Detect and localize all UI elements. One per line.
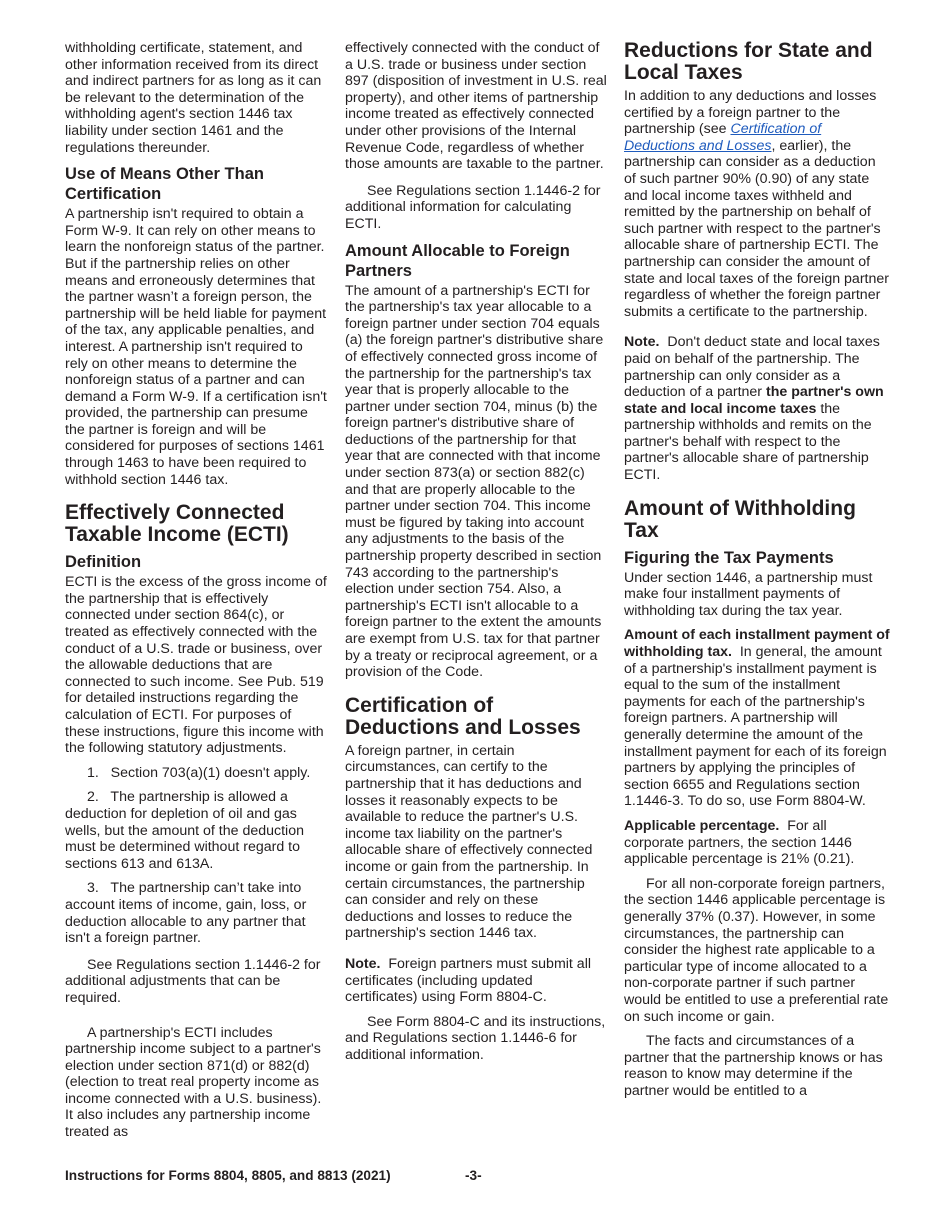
heading-definition: Definition — [65, 553, 142, 572]
heading-amount-of-withholding: Amount of Withholding Tax — [624, 496, 856, 542]
text-run: In general, the amount of a partnership's installment payment is equal to the sum of the installment payments for each of the partnership's foreign partners. A partnership will generally determine the amount of the installment payment for each of its foreign partners by applying the principles of section 6655 and Regulations section 1.1446-3. To do so, use Form 8804-W. — [624, 644, 891, 810]
heading-reductions: Reductions for State and Local Taxes — [624, 39, 873, 84]
text-run: In addition to any deductions and losses certified by a foreign partner to the partnership (see — [624, 88, 877, 138]
page-number: -3- — [465, 1168, 482, 1183]
paragraph-see-regulations: See Regulations section 1.1446-2 for additional information for calculating ECTI. — [345, 182, 601, 232]
paragraph-see-form: See Form 8804-C and its instructions, and Regulations section 1.1446-6 for additional information. — [345, 1013, 606, 1063]
emphasis-text: the partner's own state and local income taxes — [624, 384, 888, 417]
note-label: Note. — [345, 955, 381, 972]
paragraph-definition: ECTI is the excess of the gross income of the partnership that is effectively connected under section 864(c), or treated as effectively connected with the conduct of a U.S. trade or business, over the allowable deductions that are connected to such income. See Pub. 519 for detailed instructions regarding the calculation of ECTI. For purposes of these instructions, figure this income with the following statutory adjustments. — [65, 574, 327, 757]
paragraph-use-of-means: A partnership isn't required to obtain a Form W-9. It can rely on other means to learn the nonforeign status of the partner. But if the partnership relies on other means and erroneously determines that the partner wasn’t a foreign person, the partnership will be held liable for payment of the tax, any applicable penalties, and interest. A partnership isn't required to rely on other means to determine the nonforeign status of a partner and can demand a Form W-9. If a certification isn't provided, the partnership can presume the partner is foreign and will be considered for purposes of sections 1461 through 1463 to have been required to withhold section 1446 tax. — [65, 206, 327, 488]
text-run: For all corporate partners, the section 1446 applicable percentage is 21% (0.21). — [624, 817, 856, 868]
list-item-2: 2. The partnership is allowed a deduction for depletion of oil and gas wells, but the amount of the deduction must be determined without regard to sections 613 and 613A. — [65, 789, 308, 872]
note-label: Note. — [624, 334, 660, 351]
paragraph-facts: The facts and circumstances of a partner that the partnership knows or has reason to know may determine if the partner would be entitled to a — [624, 1033, 883, 1099]
note-text: Foreign partners must submit all certificates (including updated certificates) using Form 8804-C. — [345, 955, 595, 1006]
link-certification-of-deductions[interactable]: Certification of Deductions and Losses — [624, 121, 822, 154]
installment-label: Amount of each installment payment of withholding tax. — [624, 627, 894, 661]
applicable-label: Applicable percentage. — [624, 817, 780, 834]
paragraph-noncorporate: For all non-corporate foreign partners, the section 1446 applicable percentage is generally 37% (0.37). However, in some circumstances, the partnership can consider the highest rate applicable to a particular type of income allocated to a non-corporate partner if such partner would be entitled to use a preferential rate on such income or gain. — [624, 875, 889, 1025]
note-paragraph — [624, 334, 890, 483]
paragraph-reductions — [624, 88, 890, 320]
paragraph-amount-allocable: The amount of a partnership's ECTI for the partnership's tax year allocable to a foreign partner under section 704 equals (a) the foreign partner's distributive share of effectively connected gross income of the partnership for the partnership's tax year that is properly allocable to the partner under section 704, minus (b) the foreign partner's distributive share of deductions of the partnership for that year that are connected with that income under section 873(a) or section 882(c) and that are properly allocable to the partner under section 704. This income must be figured by taking into account any adjustments to the basis of the partnership property described in section 743 according to the partnership's election under section 754. Also, a partnership's ECTI isn't allocable to a foreign partner to the extent the amounts are exempt from U.S. tax for that partner by a treaty or reciprocal agreement, or a provision of the Code. — [345, 282, 604, 681]
column-2 — [345, 40, 607, 1071]
note-paragraph — [345, 956, 607, 1006]
paragraph-continuation: effectively connected with the conduct of a U.S. trade or business under section 897 (disposition of investment in U.S. real property), and other items of partnership income treated as effectively connected under other provisions of the Internal Revenue Code, regardless of whether those amounts are taxable to the partner. — [345, 40, 607, 173]
column-3 — [624, 39, 894, 1107]
heading-figuring-payments: Figuring the Tax Payments — [624, 548, 834, 567]
list-item-3: 3. The partnership can’t take into account items of income, gain, loss, or deduction allocable to any partner that isn't a foreign partner. — [65, 880, 311, 947]
text-run: the partnership withholds and remits on the partner's behalf with respect to the partner's allocable share of partnership ECTI. — [624, 400, 876, 484]
text-run: Don't deduct state and local taxes paid on behalf of the partnership. The partnership can only consider as a deduction of a partner — [624, 334, 884, 401]
heading-ecti: Effectively Connected Taxable Income (ECTI) — [65, 501, 289, 547]
heading-use-of-means: Use of Means Other Than Certification — [65, 165, 264, 204]
heading-amount-allocable: Amount Allocable to Foreign Partners — [345, 241, 570, 280]
paragraph-figuring: Under section 1446, a partnership must make four installment payments of withholding tax during the tax year. — [624, 569, 873, 619]
heading-certification: Certification of Deductions and Losses — [345, 693, 581, 739]
text-run: , earlier), the partnership can consider as a deduction of such partner 90% (0.90) of any state and local income taxes withheld and remitted by the partnership on behalf of such partner with respect to the partner's allocable share of partnership ECTI. The partnership can consider the amount of state and local taxes of the foreign partner regardless of whether the foreign partner submits a certificate to the partnership. — [624, 137, 889, 320]
paragraph-certification: A foreign partner, in certain circumstances, can certify to the partnership that it has deductions and losses it reasonably expects to be available to reduce the partner's U.S. income tax liability on the partner's allocable share of effectively connected income or gain from the partnership. In certain circumstances, the partnership can consider and rely on these deductions and losses to reduce the partnership's section 1446 tax. — [345, 742, 593, 942]
column-1 — [65, 40, 327, 1149]
footer-title: Instructions for Forms 8804, 8805, and 8813 (2021) — [65, 1168, 391, 1183]
paragraph-ecti-includes: A partnership's ECTI includes partnership income subject to a partner's election under section 871(d) or 882(d) (election to treat real property income as income connected with a U.S. business). It also includes any partnership income treated as — [65, 1024, 322, 1141]
paragraph-see-regulations: See Regulations section 1.1446-2 for additional adjustments that can be required. — [65, 956, 321, 1006]
paragraph-installment — [624, 627, 894, 810]
list-item-1: 1. Section 703(a)(1) doesn't apply. — [87, 764, 311, 781]
paragraph-continuation: withholding certificate, statement, and other information received from its direct and indirect partners for as long as it can be relevant to the determination of the withholding agent's section 1446 tax liability under section 1461 and the regulations thereunder. — [65, 40, 322, 156]
paragraph-applicable — [624, 818, 890, 868]
